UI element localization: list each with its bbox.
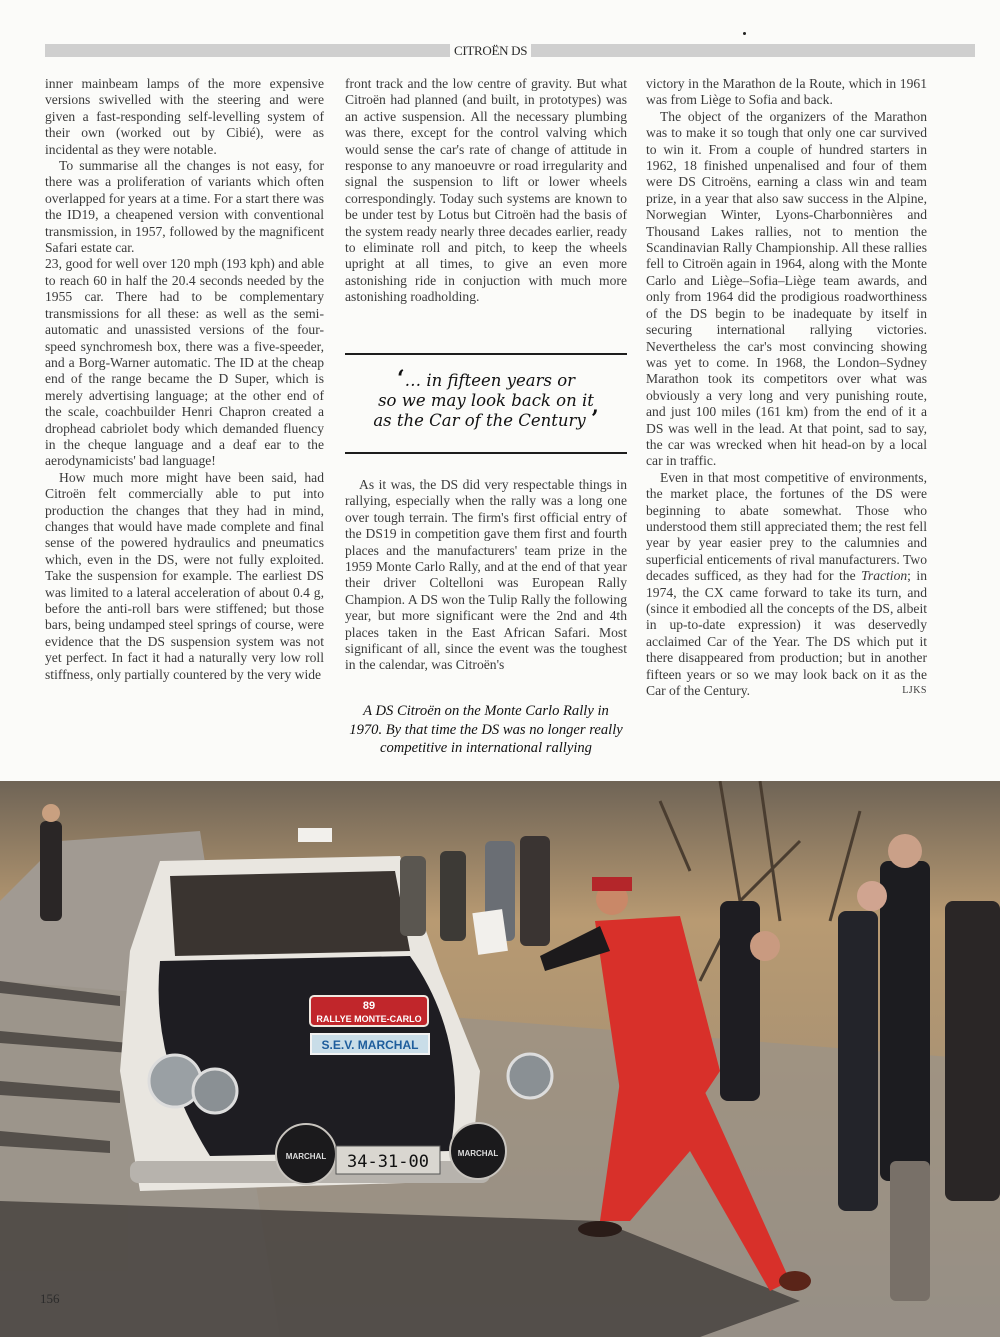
- pull-quote: [345, 366, 627, 432]
- paragraph: inner mainbeam lamps of the more expensive versions swivelled with the steering and were given a fast-responding self-levelling system of their own (worked out by Cibié), were as incidental as they were notable.: [45, 76, 324, 157]
- pull-quote-line: as the Car of the Century: [373, 411, 586, 430]
- paragraph: victory in the Marathon de la Route, which in 1961 was from Liège to Sofia and back.: [646, 76, 927, 108]
- article-column-2-continued: [345, 477, 627, 674]
- open-quote-mark: ‘: [396, 366, 405, 392]
- rally-plate-text: RALLYE MONTE-CARLO: [316, 1014, 422, 1024]
- paragraph-text: ; in 1974, the CX came forward to take its turn, and (since it embodied all the concepts of the DS, albeit in up-to-date expression) it was deservedly acclaimed Car of the Year. The DS which put it there disappeared from production; but in another fifteen years or so we may look back on it as the Car of the Century.: [646, 568, 927, 699]
- running-header-title: CITROËN DS: [450, 42, 531, 59]
- paragraph: To summarise all the changes is not easy, for there was a proliferation of variants which often overlapped for years at a time. For a start there was the ID19, a cheapened version with conventional transmission, in 1957, followed by the magnificent Safari estate car.: [45, 158, 324, 256]
- paragraph: As it was, the DS did very respectable things in rallying, especially when the rally was a long one over tough terrain. The firm's first official entry of the DS19 in competition gave them first and fourth places and the manufacturers' team prize in the 1959 Monte Carlo Rally, and at the end of that year their driver Coltelloni was European Rally Champion. A DS won the Tulip Rally the following year, but more significant were the 2nd and 4th places taken in the East African Safari. Most significant of all, since the event was the toughest in the calendar, was Citroën's: [345, 477, 627, 673]
- paragraph: [646, 470, 927, 700]
- photo-caption: A DS Citroën on the Monte Carlo Rally in 1970. By that time the DS was no longer really competitive in international rallying: [349, 703, 623, 756]
- paragraph: front track and the low centre of gravity. But what Citroën had planned (and built, in prototypes) was an active suspension. All the necessary plumbing was there, except for the control valving which would sense the car's rate of change of attitude in response to any manoeuvre or road irregularity and signal the suspension to lift or lower wheels correspondingly. Today such systems are known to be under test by Lotus but Citroën had the basis of the system ready nearly three decades earlier, ready to eliminate roll and pitch, to keep the wheels upright at all times, to give an even more astonishing ride in conjuction with much more astonishing roadholding.: [345, 76, 627, 305]
- pull-quote-line: so we may look back on it: [378, 390, 594, 410]
- pull-quote-top-rule: [345, 353, 627, 355]
- road-sign: [298, 828, 332, 842]
- traction-italic: Traction: [861, 568, 908, 584]
- sponsor-strip-text: S.E.V. MARCHAL: [321, 1038, 419, 1052]
- paragraph: The object of the organizers of the Marathon was to make it so tough that only one car survived to win it. From a couple of hundred starters in 1962, 18 finished unpenalised and four of them were DS Citroëns, earning a class win and team prize, in a year that also saw success in the Alpine, Norwegian Winter, Lyons-Charbonnières and Thousand Lakes rallies, not to mention the Scandinavian Rally Championship. All these rallies fell to Citroën again in 1964, along with the Monte Carlo and Liège–Sofia–Liège team awards, and only from 1964 did the prodigious roadworthiness of the DS begin to be inadequate by itself in securing international rallying victories. Nevertheless the car's most convincing showing was yet to come. In 1968, the London–Sydney Marathon took its competitors over what was obviously a very long and very punishing route, and just 100 miles (161 km) from the end of it a DS was well in the lead. At that point, sad to say, the car was wrecked when hit head-on by a local car in traffic.: [646, 108, 927, 469]
- pull-quote-bottom-rule: [345, 452, 627, 454]
- rally-photo: [0, 781, 1000, 1337]
- page-number: 156: [40, 1291, 60, 1306]
- article-column-3: [646, 76, 927, 699]
- licence-plate-text: 34-31-00: [347, 1152, 429, 1172]
- pull-quote-line: … in fifteen years or: [404, 371, 576, 390]
- article-column-2: [345, 76, 627, 306]
- rally-number: 89: [362, 1000, 376, 1012]
- close-quote-mark: ’: [591, 406, 599, 432]
- paragraph: How much more might have been said, had Citroën felt commercially able to put into production the changes that they had in mind, changes that would have made complete and final sense of the powered hydraulics and pneumatics which, even in the DS, were not fully exploited. Take the suspension for example. The earliest DS was limited to a lateral acceleration of about 0.4 g, before the anti-roll bars were stiffened; but those bars, being undamped steel springs of course, were evidence that the DS suspension system was not yet perfect. In fact it had a naturally very low roll stiffness, only partially countered by the very wide: [45, 469, 324, 682]
- lamp-brand-text: MARCHAL: [285, 1152, 327, 1161]
- article-column-1: [45, 76, 324, 683]
- print-speck: [743, 32, 746, 35]
- author-signature: LJKS: [902, 685, 927, 697]
- clipboard: [472, 909, 508, 955]
- paragraph-text: Even in that most competitive of environments, the market place, the fortunes of the DS were beginning to abate somewhat. Those who understood them still appreciated them; the rest fell year by year easier prey to the calumnies and superficial enticements of rival manufacturers. Two decades sufficed, as they had for the: [646, 469, 927, 584]
- lamp-brand-text: MARCHAL: [457, 1149, 499, 1158]
- paragraph: 23, good for well over 120 mph (193 kph) and able to reach 60 in half the 20.4 seconds needed by the 1955 car. There had to be complementary transmissions for all these: as well as the semi-automatic and unassisted versions of the four-speed synchromesh box, there was a five-speeder, and a Borg-Warner automatic. The ID at the cheap end of the range became the D Super, which is merely advertising language; at the other end of the scale, coachbuilder Henri Chapron created a drophead cabriolet body which demanded fluency in the cheque language and a deaf ear to the aerodynamicists' bad language!: [45, 256, 324, 469]
- rally-photo-illustration: [0, 781, 1000, 1337]
